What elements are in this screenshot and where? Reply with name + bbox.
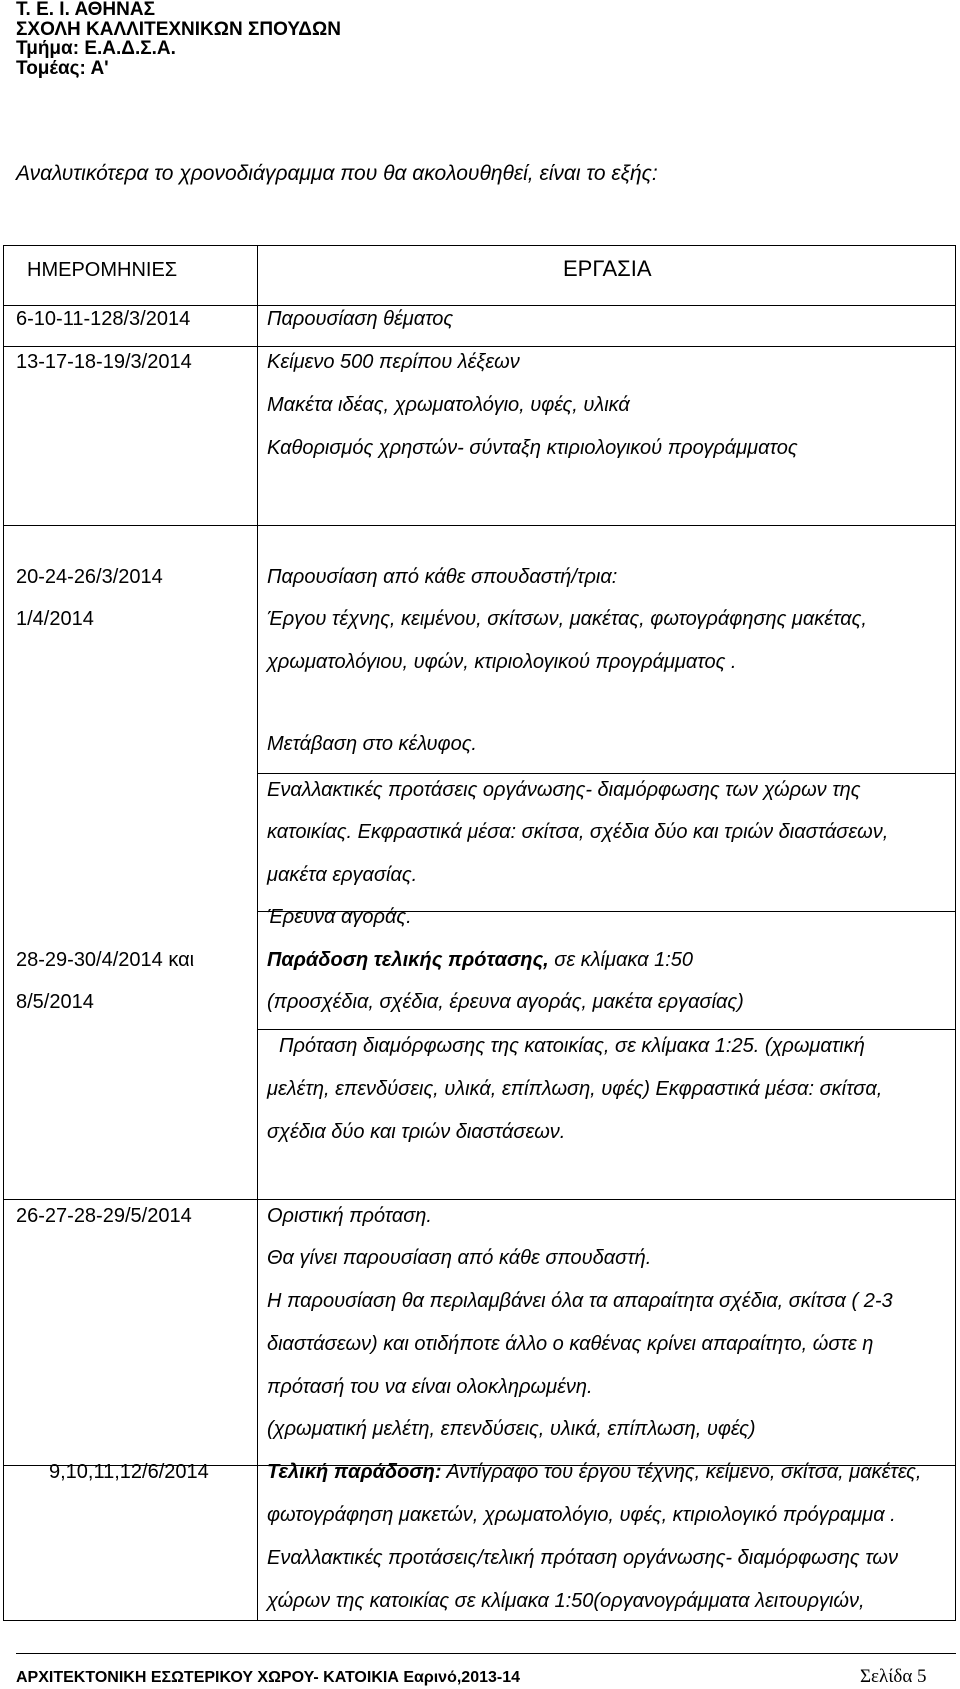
row-divider <box>4 1199 955 1200</box>
row-task-line: Εναλλακτικές προτάσεις/τελική πρόταση οργάνωσης- διαμόρφωσης των <box>267 1547 898 1569</box>
row-task-line: Παρουσίαση θέματος <box>267 308 454 330</box>
row-task-line: Μετάβαση στο κέλυφος. <box>267 733 477 755</box>
row-date: 20-24-26/3/2014 <box>16 566 163 588</box>
row-date: 9,10,11,12/6/2014 <box>49 1461 209 1483</box>
footer-course-title: ΑΡΧΙΤΕΚΤΟΝΙΚΗ ΕΣΩΤΕΡΙΚΟΥ ΧΩΡΟΥ- ΚΑΤΟΙΚΙΑ Εαρινό,2013-14 <box>16 1669 521 1686</box>
row-task-line: μελέτη, επενδύσεις, υλικά, επίπλωση, υφές) Εκφραστικά μέσα: σκίτσα, <box>267 1078 883 1100</box>
row-date: 8/5/2014 <box>16 991 94 1013</box>
footer-divider <box>16 1653 956 1654</box>
school-name: ΣΧΟΛΗ ΚΑΛΛΙΤΕΧΝΙΚΩΝ ΣΠΟΥΔΩΝ <box>16 18 341 40</box>
row-date: 6-10-11-128/3/2014 <box>16 308 191 330</box>
sector-name: Τομέας: Α' <box>16 57 109 79</box>
row-date: 26-27-28-29/5/2014 <box>16 1205 192 1227</box>
row-divider <box>257 1029 955 1030</box>
row-task-line: διαστάσεων) και οτιδήποτε άλλο ο καθένας κρίνει απαραίτητο, ώστε η <box>267 1333 874 1355</box>
row-task-line: φωτογράφηση μακετών, χρωματολόγιο, υφές, κτιριολογικό πρόγραμμα . <box>267 1504 896 1526</box>
row-date: 1/4/2014 <box>16 608 94 630</box>
page-number: Σελίδα 5 <box>860 1666 927 1687</box>
column-header-dates: ΗΜΕΡΟΜΗΝΙΕΣ <box>27 259 178 281</box>
emphasis-text: Τελική παράδοση: <box>267 1461 442 1483</box>
row-task-line: Η παρουσίαση θα περιλαμβάνει όλα τα απαραίτητα σχέδια, σκίτσα ( 2-3 <box>267 1290 893 1312</box>
row-date: 28-29-30/4/2014 και <box>16 949 195 971</box>
document-header <box>16 0 341 78</box>
row-task-line: χρωματολόγιου, υφών, κτιριολογικού προγράμματος . <box>267 651 737 673</box>
row-task-line: Παρουσίαση από κάθε σπουδαστή/τρια: <box>267 566 618 588</box>
row-task-line: χώρων της κατοικίας σε κλίμακα 1:50(οργανογράμματα λειτουργιών, <box>267 1590 865 1612</box>
emphasis-text: Παράδοση τελικής πρότασης, <box>267 949 549 971</box>
row-task-text: σε κλίμακα 1:50 <box>548 949 693 971</box>
row-task-line: Κείμενο 500 περίπου λέξεων <box>267 351 520 373</box>
row-task-line: Πρόταση διαμόρφωσης της κατοικίας, σε κλίμακα 1:25. (χρωματική <box>279 1035 865 1057</box>
row-divider <box>4 346 955 347</box>
row-task-line: σχέδια δύο και τριών διαστάσεων. <box>267 1121 566 1143</box>
row-divider <box>4 525 955 526</box>
header-row-divider <box>4 305 955 306</box>
row-task-line: πρότασή του να είναι ολοκληρωμένη. <box>267 1376 593 1398</box>
institution-name: Τ. Ε. Ι. ΑΘΗΝΑΣ <box>16 0 155 20</box>
row-task-text: Αντίγραφο του έργου τέχνης, κείμενο, σκίτσα, μακέτες, <box>441 1461 922 1483</box>
row-task-line: Έρευνα αγοράς. <box>267 906 412 928</box>
row-task-line: (προσχέδια, σχέδια, έρευνα αγοράς, μακέτα εργασίας) <box>267 991 744 1013</box>
row-task-line <box>267 950 693 970</box>
row-task-line: Μακέτα ιδέας, χρωματολόγιο, υφές, υλικά <box>267 394 630 416</box>
row-task-line: Θα γίνει παρουσίαση από κάθε σπουδαστή. <box>267 1247 652 1269</box>
row-task-line: κατοικίας. Εκφραστικά μέσα: σκίτσα, σχέδια δύο και τριών διαστάσεων, <box>267 821 889 843</box>
row-task-line: Οριστική πρόταση. <box>267 1205 432 1227</box>
row-date: 13-17-18-19/3/2014 <box>16 351 192 373</box>
department-name: Τμήμα: Ε.Α.Δ.Σ.Α. <box>16 38 176 59</box>
row-task-line: Εναλλακτικές προτάσεις οργάνωσης- διαμόρφωσης των χώρων της <box>267 779 861 801</box>
row-task-line: Καθορισμός χρηστών- σύνταξη κτιριολογικού προγράμματος <box>267 437 798 459</box>
column-divider <box>257 246 258 1620</box>
row-task-line <box>267 1462 921 1482</box>
row-task-line: μακέτα εργασίας. <box>267 864 418 886</box>
row-divider <box>257 773 955 774</box>
row-task-line: (χρωματική μελέτη, επενδύσεις, υλικά, επίπλωση, υφές) <box>267 1418 756 1440</box>
row-task-line: Έργου τέχνης, κειμένου, σκίτσων, μακέτας, φωτογράφησης μακέτας, <box>267 608 867 630</box>
column-header-work: ΕΡΓΑΣΙΑ <box>563 256 652 281</box>
intro-text: Αναλυτικότερα το χρονοδιάγραμμα που θα ακολουθηθεί, είναι το εξής: <box>16 162 658 185</box>
